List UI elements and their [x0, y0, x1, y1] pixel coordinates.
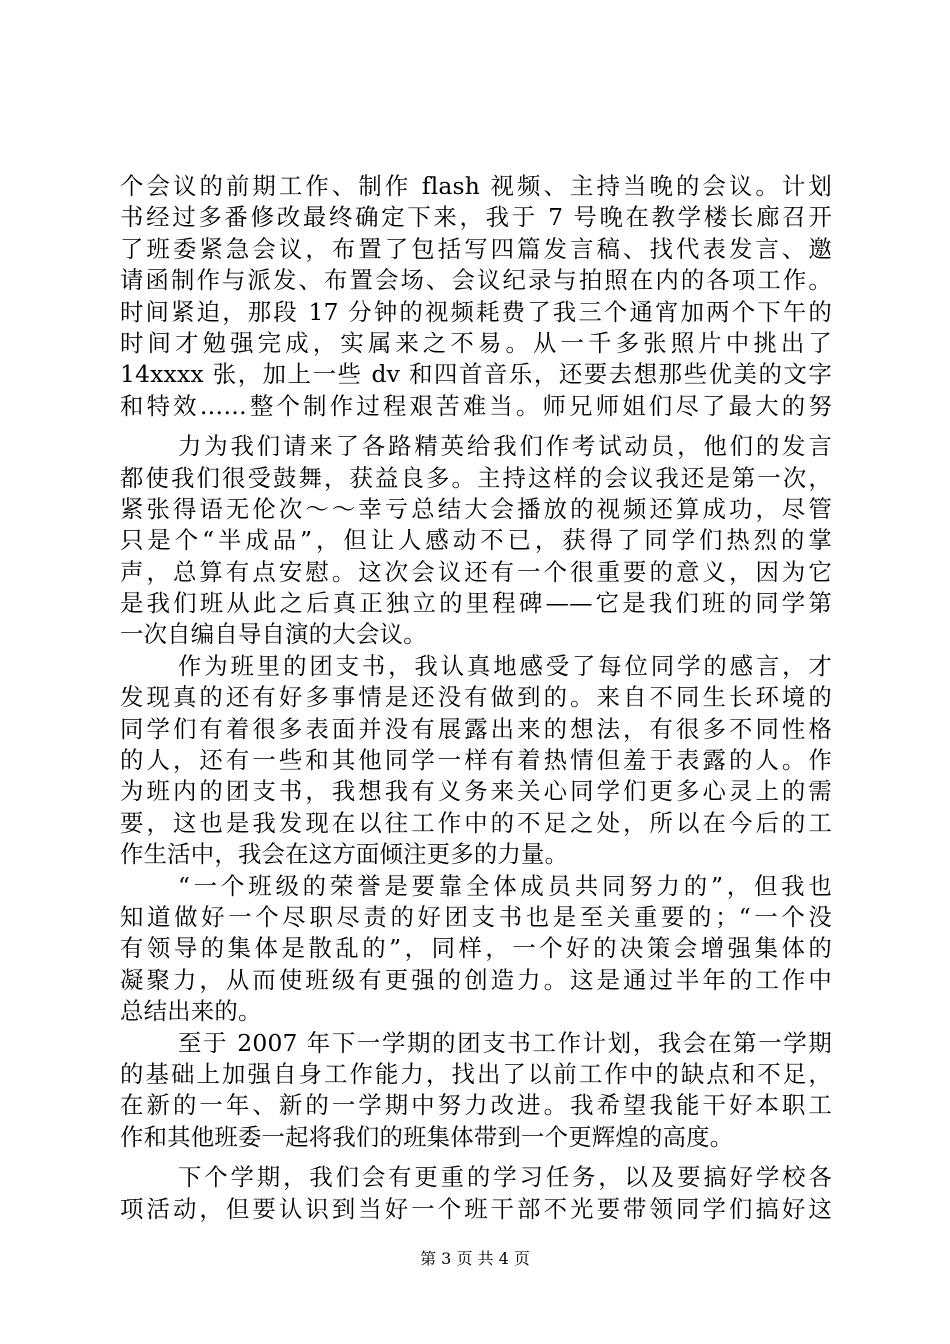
text-line: 作为班里的团支书，我认真地感受了每位同学的感言，才 [178, 651, 832, 680]
text-line: 一次自编自导自演的大会议。 [120, 620, 427, 649]
text-line: 请函制作与派发、布置会场、会议纪录与拍照在内的各项工作。 [120, 266, 832, 295]
text-line: 知道做好一个尽职尽责的好团支书也是至关重要的；“一个没 [120, 902, 832, 931]
text-line: 紧张得语无伦次～～幸亏总结大会播放的视频还算成功，尽管 [120, 494, 832, 523]
text-line: 在新的一年、新的一学期中努力改进。我希望我能干好本职工 [120, 1091, 832, 1120]
text-line: 力为我们请来了各路精英给我们作考试动员，他们的发言 [178, 432, 832, 461]
text-line: 只是个“半成品”，但让人感动不已，获得了同学们热烈的掌 [120, 526, 832, 555]
page-footer: 第 3 页 共 4 页 [420, 1249, 530, 1268]
text-line: 要，这也是我发现在以往工作中的不足之处，所以在今后的工 [120, 808, 832, 837]
text-line: 时间紧迫，那段 17 分钟的视频耗费了我三个通宵加两个下午的 [120, 297, 832, 326]
text-line: 都使我们很受鼓舞，获益良多。主持这样的会议我还是第一次， [120, 463, 832, 492]
text-line: 的基础上加强自身工作能力，找出了以前工作中的缺点和不足， [120, 1059, 832, 1088]
text-line: 是我们班从此之后真正独立的里程碑——它是我们班的同学第 [120, 589, 832, 618]
paragraph [120, 431, 832, 651]
paragraph [120, 1028, 832, 1154]
text-line: 下个学期，我们会有更重的学习任务，以及要搞好学校各 [178, 1163, 832, 1192]
text-line: 书经过多番修改最终确定下来，我于 7 号晚在教学楼长廊召开 [120, 203, 832, 232]
paragraph [120, 871, 832, 1028]
text-line: 个会议的前期工作、制作 flash 视频、主持当晚的会议。计划 [120, 172, 832, 200]
text-line: 项活动，但要认识到当好一个班干部不光要带领同学们搞好这 [120, 1194, 832, 1223]
text-line: 为班内的团支书，我想我有义务来关心同学们更多心灵上的需 [120, 777, 832, 806]
text-line: 凝聚力，从而使班级有更强的创造力。这是通过半年的工作中 [120, 965, 832, 994]
document-body [120, 171, 832, 1225]
paragraph [120, 651, 832, 871]
text-line: 总结出来的。 [120, 997, 262, 1026]
text-line: 了班委紧急会议，布置了包括写四篇发言稿、找代表发言、邀 [120, 234, 832, 263]
text-line: 作生活中，我会在这方面倾注更多的力量。 [120, 840, 569, 869]
text-line: 的人，还有一些和其他同学一样有着热情但羞于表露的人。作 [120, 746, 832, 775]
text-line: 同学们有着很多表面并没有展露出来的想法，有很多不同性格 [120, 714, 832, 743]
paragraph [120, 1162, 832, 1225]
text-line: 14xxxx 张，加上一些 dv 和四首音乐，还要去想那些优美的文字 [120, 360, 832, 389]
paragraph [120, 171, 832, 422]
text-line: 发现真的还有好多事情是还没有做到的。来自不同生长环境的 [120, 683, 832, 712]
text-line: 作和其他班委一起将我们的班集体带到一个更辉煌的高度。 [120, 1122, 734, 1151]
text-line: “一个班级的荣誉是要靠全体成员共同努力的”，但我也 [178, 871, 832, 900]
text-line: 和特效……整个制作过程艰苦难当。师兄师姐们尽了最大的努 [120, 391, 832, 420]
text-line: 声，总算有点安慰。这次会议还有一个很重要的意义，因为它 [120, 557, 832, 586]
text-line: 至于 2007 年下一学期的团支书工作计划，我会在第一学期 [178, 1028, 832, 1057]
text-line: 时间才勉强完成，实属来之不易。从一千多张照片中挑出了 [120, 328, 832, 357]
text-line: 有领导的集体是散乱的”，同样，一个好的决策会增强集体的 [120, 934, 832, 963]
